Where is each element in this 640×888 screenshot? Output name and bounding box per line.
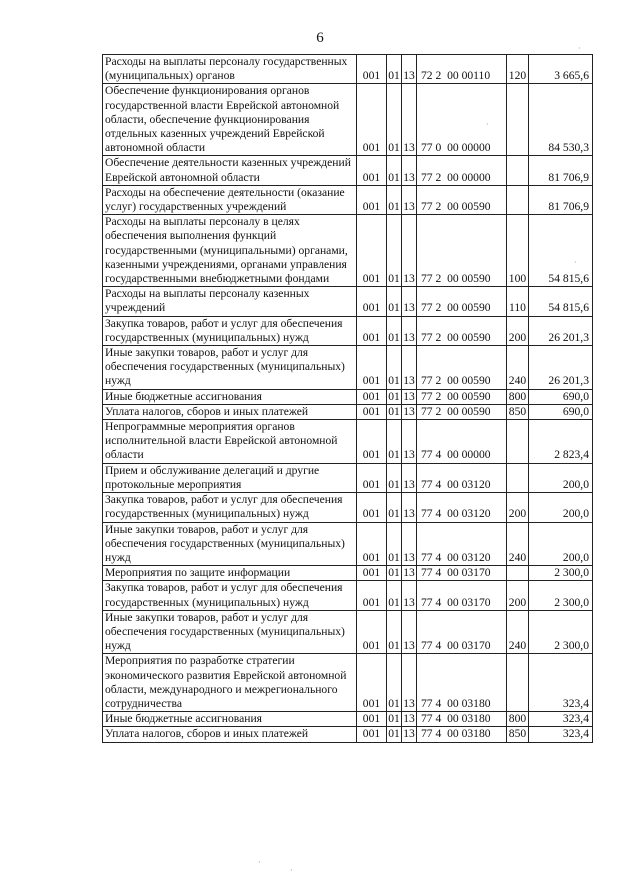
cell-pr: 13 (402, 420, 417, 464)
table-row (103, 463, 593, 492)
cell-sum: 2 823,4 (529, 420, 593, 464)
cell-vr: 850 (507, 404, 529, 419)
cell-rz: 01 (388, 712, 400, 726)
cell-name: Закупка товаров, работ и услуг для обеспечения государственных (муниципальных) нужд (103, 316, 357, 345)
table-row (103, 156, 593, 185)
cell-pr: 13 (402, 581, 417, 610)
scan-speck: · (290, 866, 293, 875)
table-row (103, 346, 593, 390)
scan-speck: · (578, 44, 581, 53)
cell-rz: 01 (387, 493, 402, 522)
scan-speck: · (574, 258, 577, 267)
cell-csr: 77 2 00 00000 (417, 156, 507, 185)
cell-sum: 200,0 (529, 493, 593, 522)
cell-grbs: 001 (357, 493, 387, 522)
cell-rz: 01 (387, 156, 402, 185)
cell-name: Уплата налогов, сборов и иных платежей (103, 404, 357, 419)
cell-vr (507, 156, 529, 185)
cell-grbs: 001 (357, 566, 387, 581)
cell-sum: 54 815,6 (529, 215, 593, 287)
table-row (103, 727, 593, 742)
cell-pr: 13 (402, 493, 417, 522)
cell-csr: 77 2 00 00590 (417, 287, 507, 316)
cell-grbs: 001 (357, 55, 387, 84)
cell-vr: 200 (507, 581, 529, 610)
cell-name: Иные закупки товаров, работ и услуг для обеспечения государственных (муниципальных) нужд (103, 610, 357, 654)
scan-speck: · (486, 120, 489, 129)
cell-name: Иные закупки товаров, работ и услуг для обеспечения государственных (муниципальных) нужд (103, 346, 357, 390)
cell-pr: 13 (403, 389, 415, 403)
cell-pr: 13 (402, 215, 417, 287)
cell-csr: 77 2 00 00590 (417, 316, 507, 345)
cell-vr: 800 (507, 389, 529, 404)
cell-grbs: 001 (357, 287, 387, 316)
table-row (103, 84, 593, 156)
cell-vr (507, 654, 529, 712)
cell-csr: 77 4 00 00000 (417, 420, 507, 464)
cell-rz: 01 (387, 316, 402, 345)
table-row (103, 55, 593, 84)
cell-rz: 01 (387, 287, 402, 316)
cell-rz: 01 (387, 84, 402, 156)
cell-name: Обеспечение деятельности казенных учреждений Еврейской автономной области (103, 156, 357, 185)
cell-vr: 100 (507, 215, 529, 287)
cell-name: Расходы на выплаты персоналу государственных (муниципальных) органов (103, 55, 357, 84)
cell-sum: 323,4 (529, 712, 593, 727)
cell-rz: 01 (387, 463, 402, 492)
cell-vr: 120 (507, 55, 529, 84)
cell-name: Расходы на выплаты персоналу в целях обеспечения выполнения функций государственными (муниципальными) органами, казенными учреждениями, органами управления государственными внебюджетными фондами (103, 215, 357, 287)
cell-rz: 01 (388, 389, 400, 403)
cell-vr (507, 463, 529, 492)
cell-name: Уплата налогов, сборов и иных платежей (103, 727, 357, 742)
cell-vr (507, 420, 529, 464)
table-row (103, 493, 593, 522)
cell-grbs: 001 (357, 610, 387, 654)
cell-grbs: 001 (357, 215, 387, 287)
cell-pr: 13 (403, 404, 415, 418)
cell-sum: 84 530,3 (529, 84, 593, 156)
cell-grbs: 001 (357, 522, 387, 566)
cell-grbs: 001 (357, 727, 387, 742)
cell-rz: 01 (388, 566, 400, 580)
cell-vr: 200 (507, 493, 529, 522)
cell-sum: 54 815,6 (529, 287, 593, 316)
page-number: 6 (316, 30, 324, 46)
cell-csr: 77 4 00 03170 (417, 581, 507, 610)
cell-sum: 323,4 (529, 654, 593, 712)
cell-pr: 13 (402, 156, 417, 185)
cell-rz: 01 (388, 404, 400, 418)
cell-vr: 800 (507, 712, 529, 727)
table-row (103, 581, 593, 610)
cell-grbs: 001 (357, 84, 387, 156)
cell-vr: 240 (507, 346, 529, 390)
cell-vr: 240 (507, 610, 529, 654)
cell-csr: 77 4 00 03170 (417, 566, 507, 581)
cell-rz: 01 (387, 346, 402, 390)
cell-csr: 77 2 00 00590 (417, 389, 507, 404)
cell-vr (507, 566, 529, 581)
cell-csr: 77 0 00 00000 (417, 84, 507, 156)
cell-sum: 323,4 (529, 727, 593, 742)
cell-csr: 77 4 00 03180 (417, 654, 507, 712)
table-row (103, 712, 593, 727)
cell-pr: 13 (402, 463, 417, 492)
table-row (103, 404, 593, 419)
table-row (103, 287, 593, 316)
cell-sum: 81 706,9 (529, 185, 593, 214)
cell-rz: 01 (387, 522, 402, 566)
cell-csr: 77 4 00 03170 (417, 610, 507, 654)
cell-csr: 77 2 00 00590 (417, 185, 507, 214)
cell-vr (507, 84, 529, 156)
table-row (103, 185, 593, 214)
cell-grbs: 001 (357, 404, 387, 419)
cell-csr: 77 4 00 03180 (417, 712, 507, 727)
cell-rz: 01 (387, 420, 402, 464)
cell-vr: 200 (507, 316, 529, 345)
cell-name: Прием и обслуживание делегаций и другие протокольные мероприятия (103, 463, 357, 492)
cell-name: Расходы на обеспечение деятельности (оказание услуг) государственных учреждений (103, 185, 357, 214)
cell-rz: 01 (387, 654, 402, 712)
cell-pr: 13 (402, 316, 417, 345)
cell-pr: 13 (403, 712, 415, 726)
cell-vr: 850 (507, 727, 529, 742)
cell-sum: 2 300,0 (529, 566, 593, 581)
cell-pr: 13 (402, 287, 417, 316)
cell-csr: 77 2 00 00590 (417, 346, 507, 390)
cell-rz: 01 (387, 610, 402, 654)
cell-name: Непрограммные мероприятия органов исполнительной власти Еврейской автономной области (103, 420, 357, 464)
table-row (103, 654, 593, 712)
cell-sum: 200,0 (529, 522, 593, 566)
cell-name: Иные закупки товаров, работ и услуг для обеспечения государственных (муниципальных) нужд (103, 522, 357, 566)
cell-rz: 01 (387, 215, 402, 287)
cell-name: Иные бюджетные ассигнования (103, 389, 357, 404)
cell-csr: 77 4 00 03180 (417, 727, 507, 742)
cell-vr (507, 185, 529, 214)
cell-pr: 13 (402, 610, 417, 654)
cell-grbs: 001 (357, 654, 387, 712)
cell-csr: 77 4 00 03120 (417, 463, 507, 492)
cell-csr: 77 4 00 03120 (417, 493, 507, 522)
cell-grbs: 001 (357, 420, 387, 464)
cell-name: Обеспечение функционирования органов государственной власти Еврейской автономной области, обеспечение функционирования отдельных казенных учреждений Еврейской автономной области (103, 84, 357, 156)
cell-sum: 3 665,6 (529, 55, 593, 84)
cell-grbs: 001 (357, 463, 387, 492)
cell-name: Закупка товаров, работ и услуг для обеспечения государственных (муниципальных) нужд (103, 493, 357, 522)
cell-pr: 13 (402, 84, 417, 156)
cell-sum: 690,0 (529, 389, 593, 404)
cell-name: Мероприятия по разработке стратегии экономического развития Еврейской автономной области, международного и межрегионального сотрудничества (103, 654, 357, 712)
cell-rz: 01 (388, 727, 400, 741)
table-row (103, 566, 593, 581)
cell-grbs: 001 (357, 316, 387, 345)
table-row (103, 610, 593, 654)
cell-csr: 77 2 00 00590 (417, 404, 507, 419)
scan-speck: · (258, 858, 261, 867)
table-row (103, 215, 593, 287)
cell-sum: 690,0 (529, 404, 593, 419)
cell-sum: 26 201,3 (529, 346, 593, 390)
cell-rz: 01 (387, 581, 402, 610)
cell-pr: 13 (402, 346, 417, 390)
cell-sum: 2 300,0 (529, 581, 593, 610)
cell-pr: 13 (402, 55, 417, 84)
cell-name: Расходы на выплаты персоналу казенных учреждений (103, 287, 357, 316)
cell-sum: 81 706,9 (529, 156, 593, 185)
table-row (103, 420, 593, 464)
cell-pr: 13 (402, 522, 417, 566)
cell-pr: 13 (403, 727, 415, 741)
table-row (103, 316, 593, 345)
table-row (103, 389, 593, 404)
cell-grbs: 001 (357, 185, 387, 214)
cell-name: Мероприятия по защите информации (103, 566, 357, 581)
table-body (103, 55, 593, 743)
budget-expenditure-table (102, 54, 593, 743)
cell-rz: 01 (387, 55, 402, 84)
cell-csr: 77 2 00 00590 (417, 215, 507, 287)
cell-rz: 01 (387, 185, 402, 214)
cell-name: Закупка товаров, работ и услуг для обеспечения государственных (муниципальных) нужд (103, 581, 357, 610)
cell-pr: 13 (402, 654, 417, 712)
cell-sum: 26 201,3 (529, 316, 593, 345)
cell-grbs: 001 (357, 346, 387, 390)
cell-csr: 72 2 00 00110 (417, 55, 507, 84)
cell-sum: 2 300,0 (529, 610, 593, 654)
cell-sum: 200,0 (529, 463, 593, 492)
cell-vr: 110 (507, 287, 529, 316)
cell-csr: 77 4 00 03120 (417, 522, 507, 566)
cell-vr: 240 (507, 522, 529, 566)
cell-name: Иные бюджетные ассигнования (103, 712, 357, 727)
cell-pr: 13 (403, 566, 415, 580)
cell-grbs: 001 (357, 712, 387, 727)
cell-grbs: 001 (357, 581, 387, 610)
cell-grbs: 001 (357, 156, 387, 185)
table-row (103, 522, 593, 566)
cell-grbs: 001 (357, 389, 387, 404)
cell-pr: 13 (402, 185, 417, 214)
